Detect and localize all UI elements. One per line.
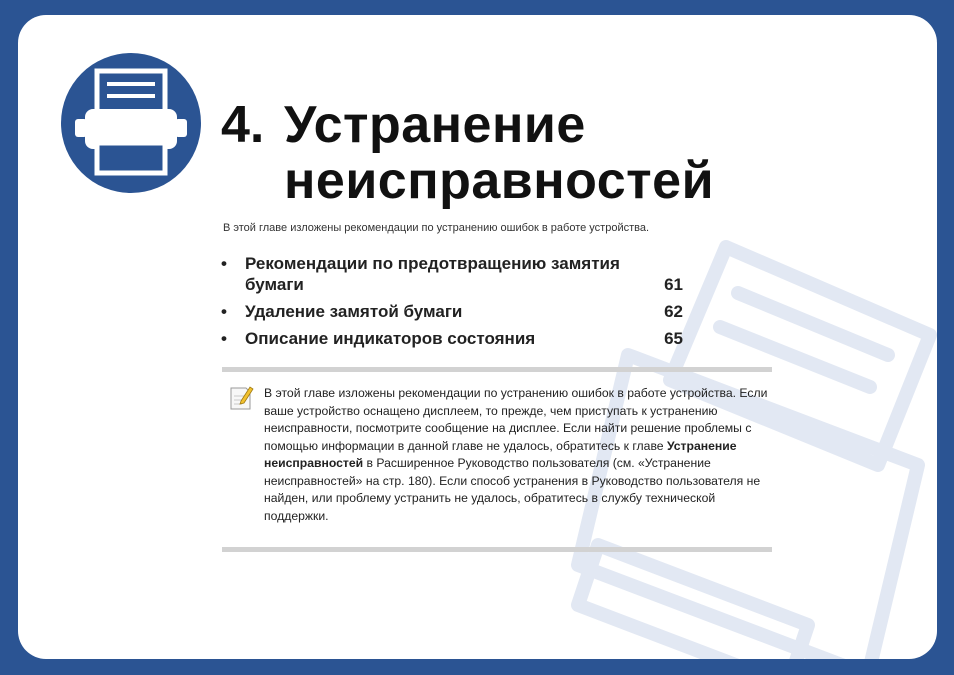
bullet: • [221, 329, 227, 348]
note-pencil-icon [228, 384, 254, 412]
toc-item[interactable] [219, 328, 689, 349]
chapter-title: Устранение неисправностей [284, 96, 715, 210]
printer-icon [61, 53, 201, 193]
toc-item[interactable] [219, 253, 689, 295]
toc-item-page[interactable]: 65 [664, 329, 683, 348]
note-text-part2: в Расширенное Руководство пользователя (см. «Устранение неисправностей» на стр. 180). Если способ устранения в Руководство пользователя не найден, или проблему устранить не удалось, обратитесь в службу технической поддержки. [264, 456, 761, 523]
toc-item-label[interactable]: Рекомендации по предотвращению замятия бумаги [245, 254, 620, 294]
toc-item-page[interactable]: 61 [664, 275, 683, 294]
note-text-bold: Устранение неисправностей [264, 438, 737, 470]
note-box [222, 367, 772, 552]
toc-item-label[interactable]: Описание индикаторов состояния [245, 329, 536, 348]
toc-item-label[interactable]: Удаление замятой бумаги [245, 302, 463, 321]
toc-item[interactable] [219, 301, 689, 322]
note-text [264, 385, 776, 525]
toc-item-page[interactable]: 62 [664, 302, 683, 321]
bullet: • [221, 254, 227, 273]
table-of-contents [219, 253, 689, 355]
chapter-intro: В этой главе изложены рекомендации по устранению ошибок в работе устройства. [223, 222, 650, 234]
page [18, 15, 937, 659]
bullet: • [221, 302, 227, 321]
note-text-part1: В этой главе изложены рекомендации по устранению ошибок в работе устройства. Если ваше устройство оснащено дисплеем, то прежде, чем приступать к устранению неисправности, посмотрите сообщение на дисплее. Если найти решение проблемы с помощью информации в данной главе не удалось, обратитесь к главе [264, 386, 768, 453]
chapter-number: 4. [221, 96, 265, 154]
chapter-badge [61, 53, 201, 193]
